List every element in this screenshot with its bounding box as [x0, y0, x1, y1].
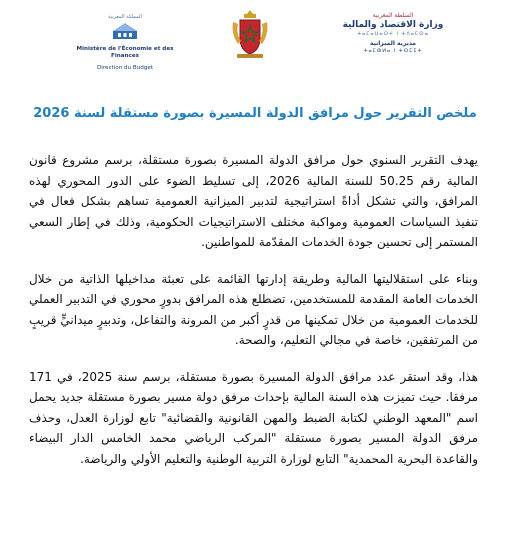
department-name-arabic: مديرية الميزانية: [369, 40, 417, 47]
document-body: [29, 150, 478, 559]
ministry-logo-arabic: [338, 12, 448, 55]
document-header: [0, 0, 511, 90]
document-title: ملخص التقرير حول مرافق الدولة المسيرة بصورة مستقلة لسنة 2026: [33, 106, 477, 121]
paragraph-count: هذا، وقد استقر عدد مرافق الدولة المسيرة بصورة مستقلة، برسم سنة 2025، في 171 مرفقا. حيث تميزت هذه السنة المالية بإحداث مرفق دولة مسير بصورة مستقلة جديد يحمل اسم "المعهد الوطني لكتابة الضبط والمهن القانونية والقضائية" تابع لوزارة العدل، وحذف مرفق الدولة المسير بصورة مستقلة "المركب الرياضي محمد الخامس الدار البيضاء والقاعدة البحرية المحمدية" التابع لوزارة التربية الوطنية والتعليم الأولي والرياضة.: [29, 369, 478, 466]
logo-arabic-caption: المملكة المغربية: [108, 14, 142, 20]
ministry-logo-french: [70, 14, 180, 72]
direction-name-french: Direction du Budget: [96, 65, 154, 71]
paragraph-autonomy: وبناء على استقلاليتها المالية وطريقة إدارتها القائمة على تعبئة مداخيلها الذاتية من خلال الخدمات العامة المقدمة للمستخدمين، تضطلع هذه المرافق بدورٍ محوري في التدبير العملي للخدمات العمومية من خلال تمكينها من قدرٍ أكبر من المرونة والتفاعل، وتدبيرٍ ميدانيٍّ قريبٍ من المرتفقين، خاصة في مجالي التعليم، والصحة.: [29, 271, 478, 347]
logo-arabic-top: السلطة المغربية: [372, 12, 414, 19]
ministry-name-arabic: وزارة الاقتصاد والمالية: [342, 20, 444, 30]
department-name-tifinagh: ⵜⴰⵎⵀⵍⴰ ⵏ ⵜⵙⵎⵉⵜ: [363, 48, 423, 54]
paragraph-intro: يهدف التقرير السنوي حول مرافق الدولة المسيرة بصورة مستقلة، برسم مشروع قانون المالية رقم 50.25 للسنة المالية 2026، إلى تسليط الضوء على الدور المحوري لهذه المرافق، والتي تشكل أداةً استراتيجية لتدبير الميزانية العمومية تساهم بشكل فعال في تنفيذ السياسات العمومية ومواكبة مختلف الاستراتيجيات الحكومية، وذلك في إطار السعي المستمر إلى تحسين جودة الخدمات المقدّمة للمواطنين.: [29, 153, 478, 249]
royal-coat-of-arms-icon: [229, 8, 271, 60]
ministry-name-french: Ministère de l'Économie et des Finances: [76, 46, 174, 59]
ministry-emblem-icon: [112, 22, 138, 40]
ministry-name-tifinagh: ⵜⴰⵎⴰⵡⴰⵙⵜ ⵏ ⵜⴷⴰⵎⵙⴰ: [357, 31, 429, 37]
